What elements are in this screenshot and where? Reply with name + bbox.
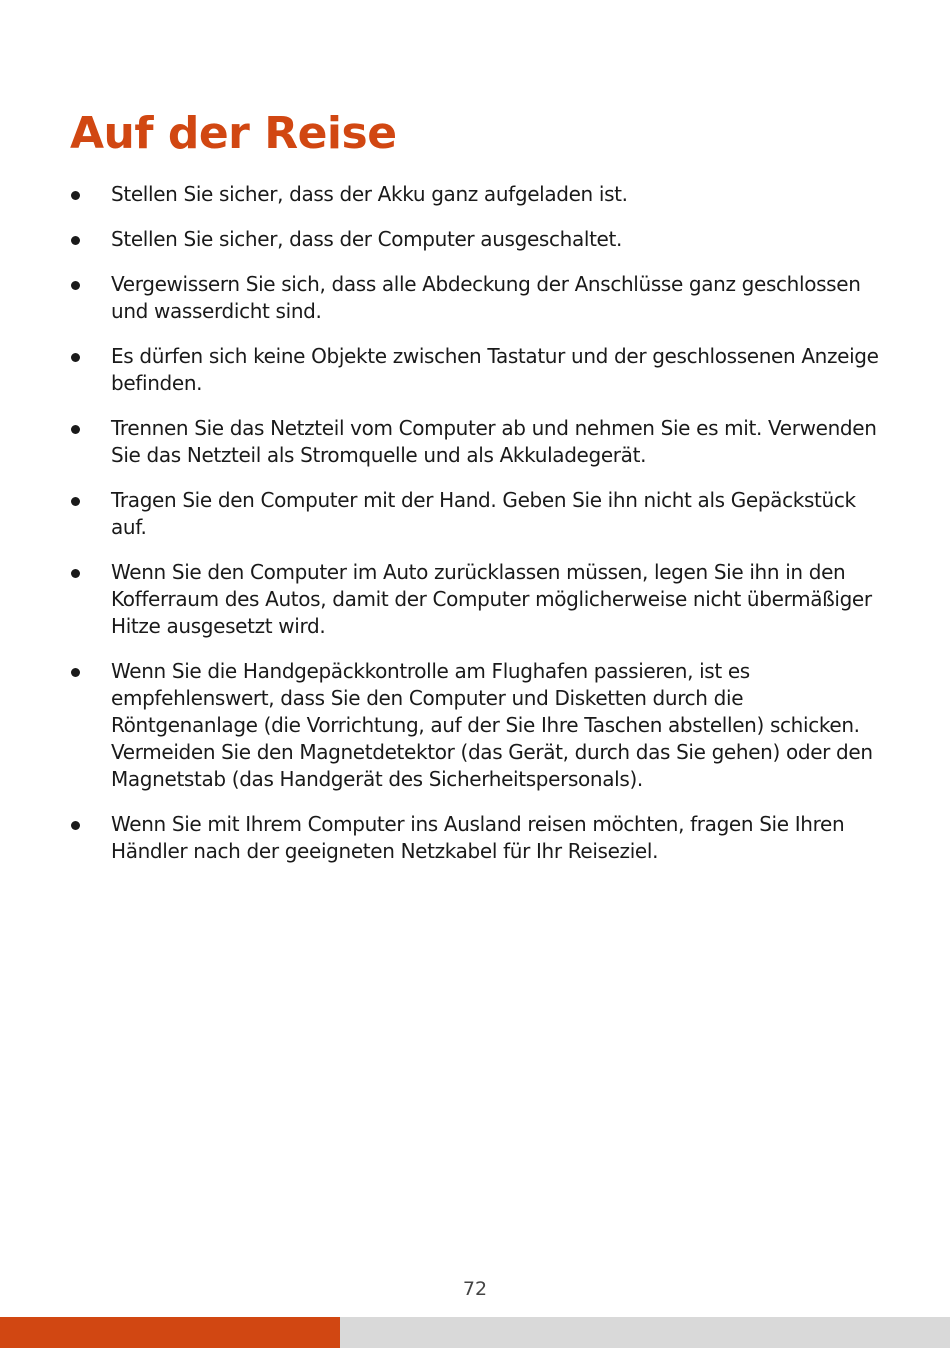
footer-accent-stripe: [0, 1317, 340, 1348]
list-item-text: Vergewissern Sie sich, dass alle Abdeckung der Anschlüsse ganz geschlossen und wasserdicht sind.: [111, 272, 861, 323]
list-item: [70, 181, 885, 208]
bullet-dot-icon: [71, 191, 80, 200]
page-number: 72: [462, 1278, 488, 1300]
list-item: [70, 271, 885, 325]
bullet-dot-icon: [71, 425, 80, 434]
bullet-dot-icon: [71, 821, 80, 830]
page-title: Auf der Reise: [70, 108, 397, 159]
bullet-dot-icon: [71, 281, 80, 290]
bullet-dot-icon: [71, 569, 80, 578]
list-item-text: Wenn Sie die Handgepäckkontrolle am Flughafen passieren, ist es empfehlenswert, dass Sie den Computer und Disketten durch die Röntgenanlage (die Vorrichtung, auf der Sie Ihre Taschen abstellen) schicken. Vermeiden Sie den Magnetdetektor (das Gerät, durch das Sie gehen) oder den Magnetstab (das Handgerät des Sicherheitspersonals).: [111, 659, 873, 791]
list-item: [70, 658, 885, 793]
bullet-dot-icon: [71, 668, 80, 677]
bullet-dot-icon: [71, 353, 80, 362]
list-item: [70, 487, 885, 541]
list-item-text: Wenn Sie mit Ihrem Computer ins Ausland reisen möchten, fragen Sie Ihren Händler nach der geeigneten Netzkabel für Ihr Reiseziel.: [111, 812, 845, 863]
list-item: [70, 226, 885, 253]
bullet-list: [70, 181, 885, 883]
list-item: [70, 415, 885, 469]
bullet-dot-icon: [71, 497, 80, 506]
list-item: [70, 559, 885, 640]
list-item: [70, 811, 885, 865]
footer-bar: [0, 1317, 950, 1348]
list-item-text: Stellen Sie sicher, dass der Akku ganz aufgeladen ist.: [111, 182, 628, 206]
bullet-dot-icon: [71, 236, 80, 245]
list-item-text: Stellen Sie sicher, dass der Computer ausgeschaltet.: [111, 227, 623, 251]
footer-gray-stripe: [340, 1317, 950, 1348]
list-item-text: Wenn Sie den Computer im Auto zurücklassen müssen, legen Sie ihn in den Kofferraum des Autos, damit der Computer möglicherweise nicht übermäßiger Hitze ausgesetzt wird.: [111, 560, 872, 638]
list-item-text: Tragen Sie den Computer mit der Hand. Geben Sie ihn nicht als Gepäckstück auf.: [111, 488, 856, 539]
list-item-text: Es dürfen sich keine Objekte zwischen Tastatur und der geschlossenen Anzeige befinden.: [111, 344, 879, 395]
list-item: [70, 343, 885, 397]
list-item-text: Trennen Sie das Netzteil vom Computer ab und nehmen Sie es mit. Verwenden Sie das Netzteil als Stromquelle und als Akkuladegerät.: [111, 416, 877, 467]
